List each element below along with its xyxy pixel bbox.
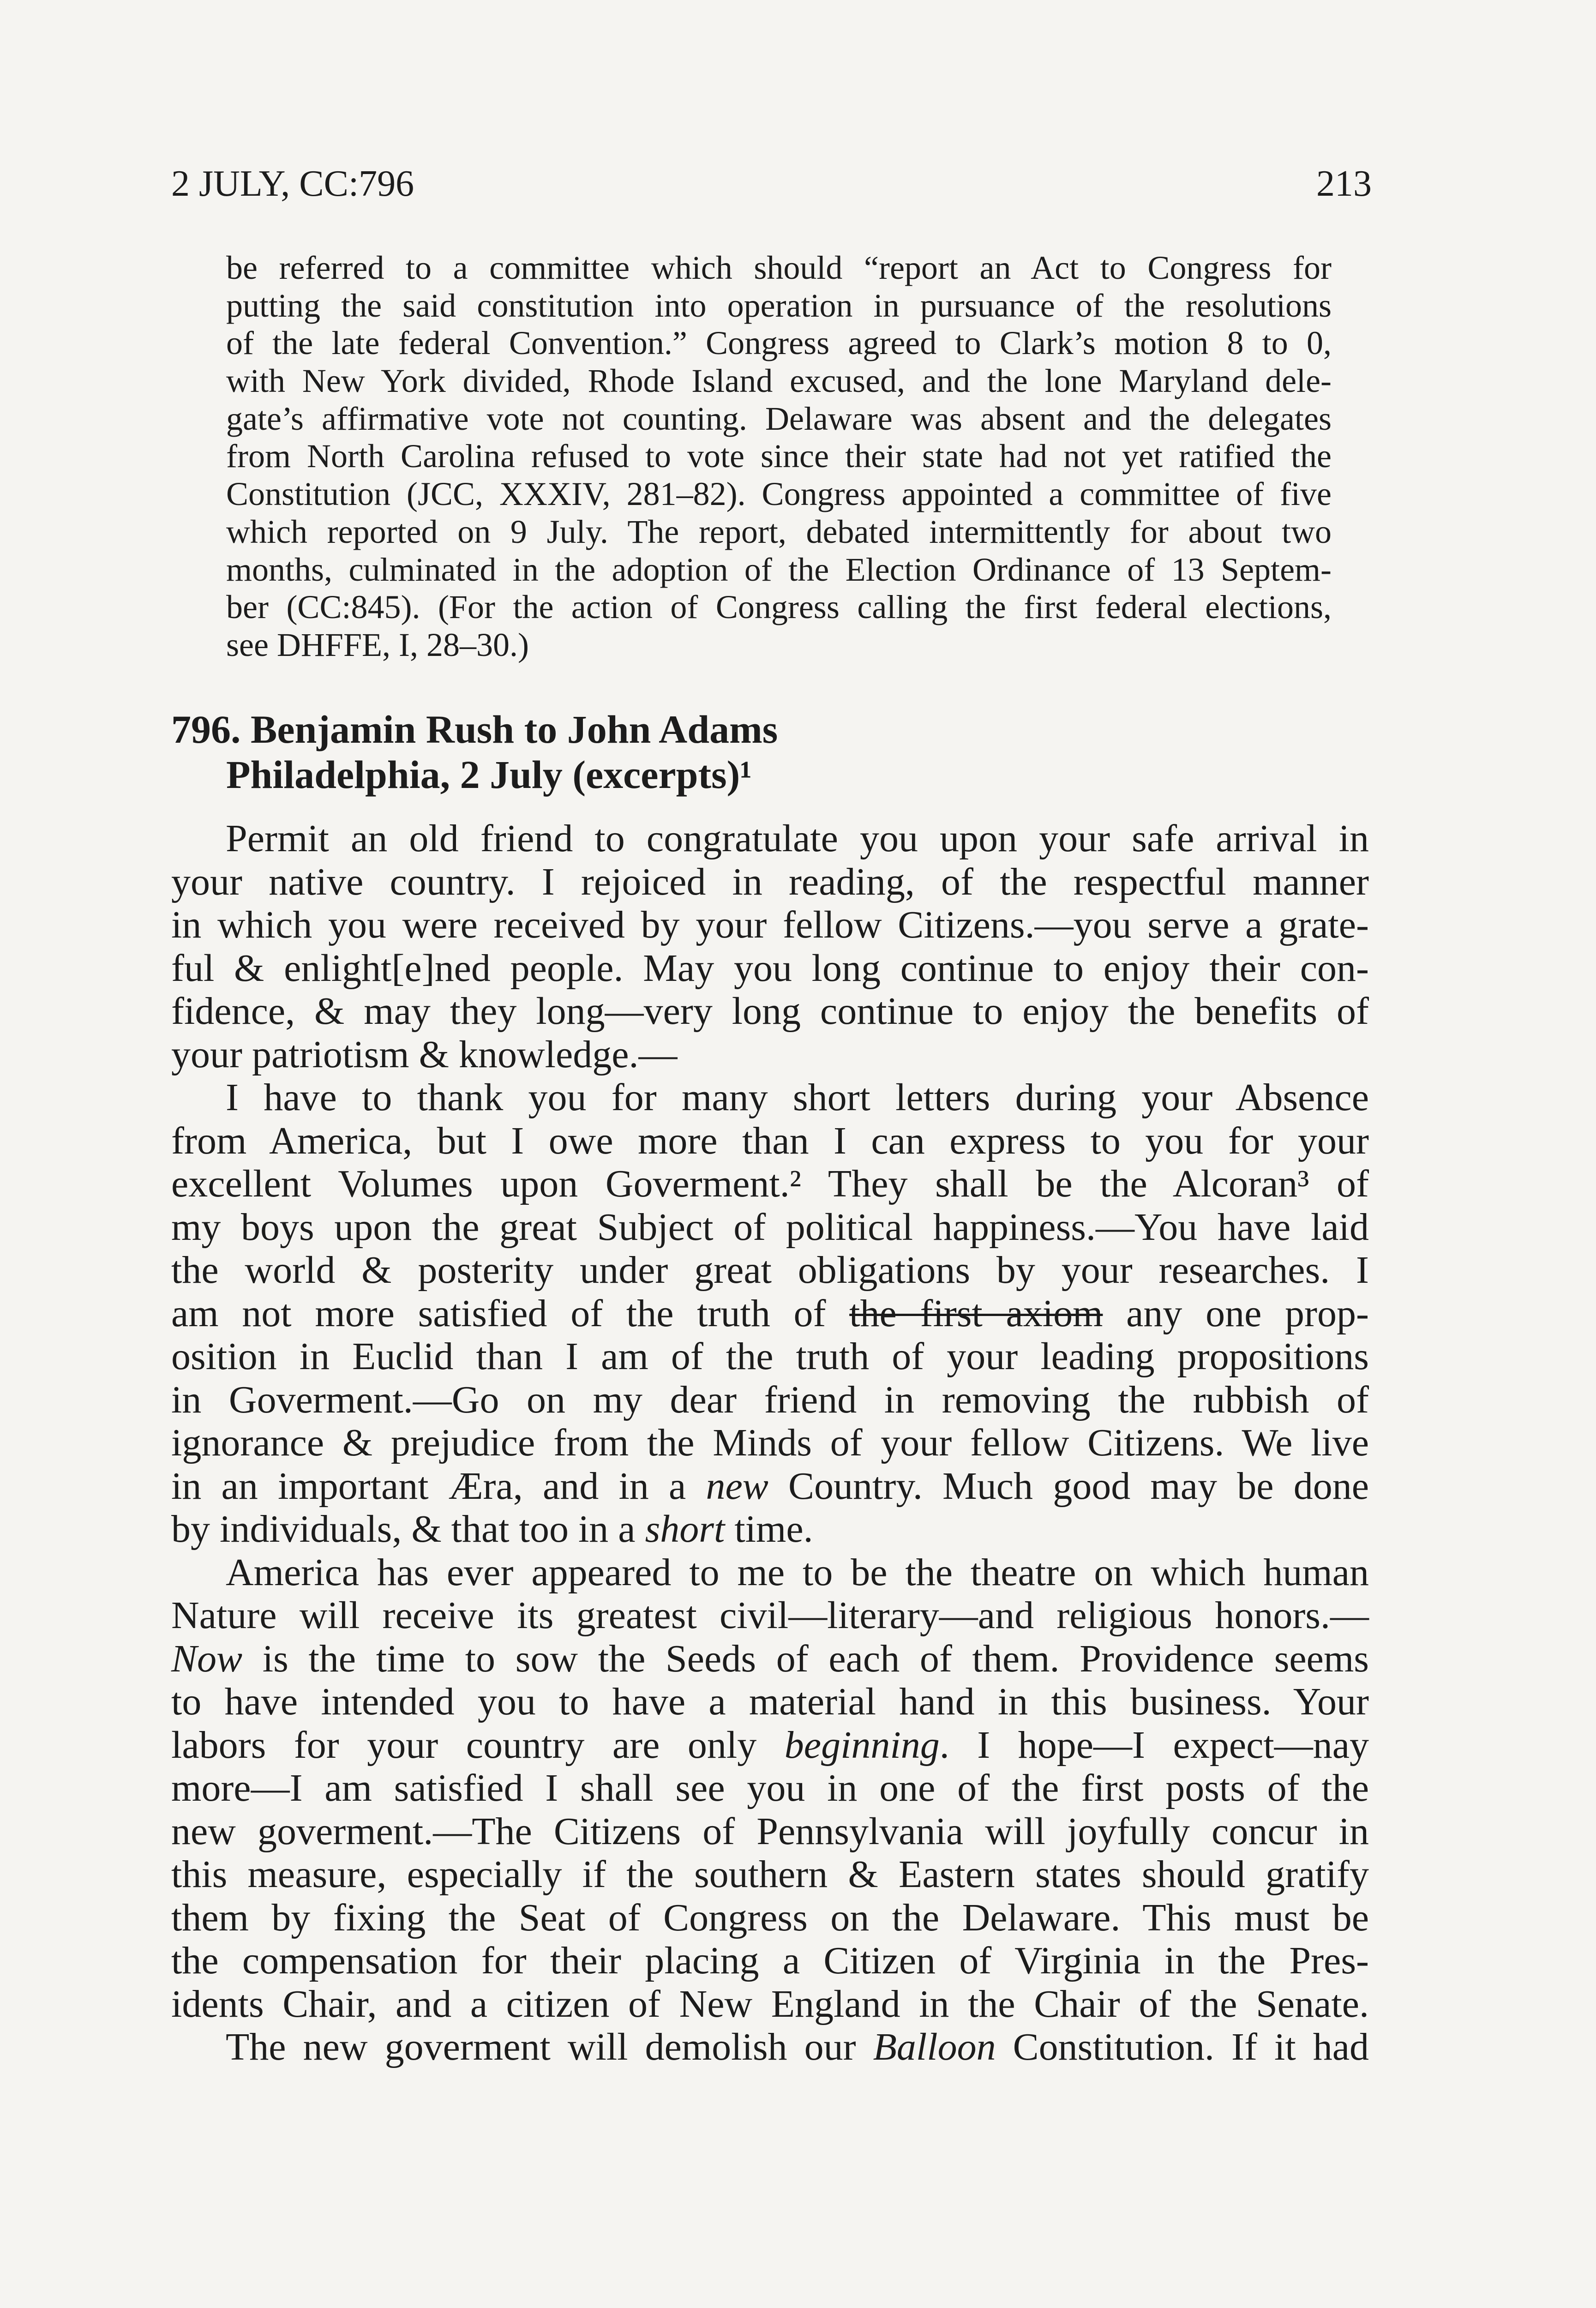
- line-text: Country. Much good may be done: [768, 1464, 1369, 1508]
- italic-text: Now: [171, 1637, 243, 1680]
- body-line: more—I am satisfied I shall see you in one of the first posts of the: [171, 1767, 1369, 1809]
- body-line: excellent Volumes upon Goverment.² They shall be the Alcoran³ of: [171, 1162, 1369, 1205]
- body-line: from America, but I owe more than I can express to you for your: [171, 1119, 1369, 1162]
- note-line: which reported on 9 July. The report, debated intermittently for about two: [226, 513, 1332, 550]
- running-head: [171, 161, 1372, 207]
- body-line: [171, 1465, 1369, 1508]
- line-text: any one prop-: [1103, 1292, 1369, 1335]
- body-line: to have intended you to have a material hand in this business. Your: [171, 1680, 1369, 1723]
- body-line: America has ever appeared to me to be the theatre on which human: [226, 1551, 1369, 1594]
- body-line: [171, 2026, 1369, 2069]
- note-line: of the late federal Convention.” Congress agreed to Clark’s motion 8 to 0,: [226, 325, 1332, 362]
- line-text: in an important Æra, and in a: [171, 1464, 706, 1508]
- italic-text: beginning: [784, 1723, 940, 1767]
- body-line: in which you were received by your fellow Citizens.—you serve a grate-: [171, 903, 1369, 946]
- struck-text: the first axiom: [849, 1292, 1103, 1335]
- note-line: from North Carolina refused to vote since their state had not yet ratified the: [226, 438, 1332, 475]
- body-line: this measure, especially if the southern & Eastern states should gratify: [171, 1853, 1369, 1896]
- body-line: the world & posterity under great obligations by your researches. I: [171, 1249, 1369, 1292]
- line-text: labors for your country are only: [171, 1723, 785, 1767]
- body-line: [171, 1724, 1369, 1767]
- line-text: . I hope—I expect—nay: [939, 1723, 1369, 1767]
- document-heading: [171, 707, 1369, 797]
- line-text: Constitution. If it had: [996, 2026, 1369, 2068]
- body-line: them by fixing the Seat of Congress on the Delaware. This must be: [171, 1896, 1369, 1939]
- body-line: ignorance & prejudice from the Minds of your fellow Citizens. We live: [171, 1421, 1369, 1464]
- body-line: Nature will receive its greatest civil—literary—and religious honors.—: [171, 1594, 1369, 1637]
- page-number: 213: [1316, 163, 1372, 204]
- body-line: I have to thank you for many short letters during your Absence: [226, 1076, 1369, 1119]
- document-title: 796. Benjamin Rush to John Adams: [171, 707, 778, 751]
- line-text: am not more satisfied of the truth of: [171, 1292, 850, 1335]
- body-line: your patriotism & knowledge.—: [171, 1033, 678, 1076]
- body-line: osition in Euclid than I am of the truth of your leading propositions: [171, 1335, 1369, 1378]
- note-line: months, culminated in the adoption of the Election Ordinance of 13 Septem-: [226, 551, 1332, 588]
- italic-text: new: [706, 1464, 768, 1508]
- line-text: time.: [725, 1508, 813, 1551]
- note-line: see DHFFE, I, 28–30.): [226, 626, 529, 663]
- body-line: new goverment.—The Citizens of Pennsylvania will joyfully concur in: [171, 1809, 1369, 1853]
- body-line: fidence, & may they long—very long continue to enjoy the benefits of: [171, 990, 1369, 1033]
- body-line: my boys upon the great Subject of political happiness.—You have laid: [171, 1205, 1369, 1249]
- italic-text: Balloon: [873, 2026, 996, 2068]
- note-line: ber (CC:845). (For the action of Congress calling the first federal elections,: [226, 589, 1332, 626]
- body-line: [171, 1508, 1369, 1551]
- note-line: with New York divided, Rhode Island excused, and the lone Maryland dele-: [226, 362, 1332, 400]
- document-place-date: Philadelphia, 2 July (excerpts)¹: [226, 752, 752, 797]
- body-line: Permit an old friend to congratulate you upon your safe arrival in: [226, 817, 1369, 860]
- body-line: [171, 1637, 1369, 1681]
- body-line: ful & enlight[e]ned people. May you long continue to enjoy their con-: [171, 946, 1369, 990]
- line-text: The new goverment will demolish our: [226, 2026, 873, 2068]
- note-line: putting the said constitution into operation in pursuance of the resolutions: [226, 287, 1332, 324]
- body-line: in Goverment.—Go on my dear friend in removing the rubbish of: [171, 1378, 1369, 1421]
- line-text: is the time to sow the Seeds of each of them. Providence seems: [242, 1637, 1369, 1680]
- italic-text: short: [645, 1508, 725, 1551]
- body-line: idents Chair, and a citizen of New England in the Chair of the Senate.: [171, 1982, 1369, 2026]
- note-line: Constitution (JCC, XXXIV, 281–82). Congress appointed a committee of five: [226, 475, 1332, 513]
- line-text: by individuals, & that too in a: [171, 1508, 645, 1551]
- note-line: be referred to a committee which should “report an Act to Congress for: [226, 249, 1332, 286]
- body-line: [171, 1292, 1369, 1335]
- running-head-title: 2 JULY, CC:796: [171, 163, 414, 204]
- body-line: the compensation for their placing a Citizen of Virginia in the Pres-: [171, 1939, 1369, 1982]
- letter-body: [171, 817, 1369, 2069]
- body-line: your native country. I rejoiced in reading, of the respectful manner: [171, 860, 1369, 903]
- note-line: gate’s affirmative vote not counting. Delaware was absent and the delegates: [226, 400, 1332, 437]
- editorial-note: [226, 249, 1332, 664]
